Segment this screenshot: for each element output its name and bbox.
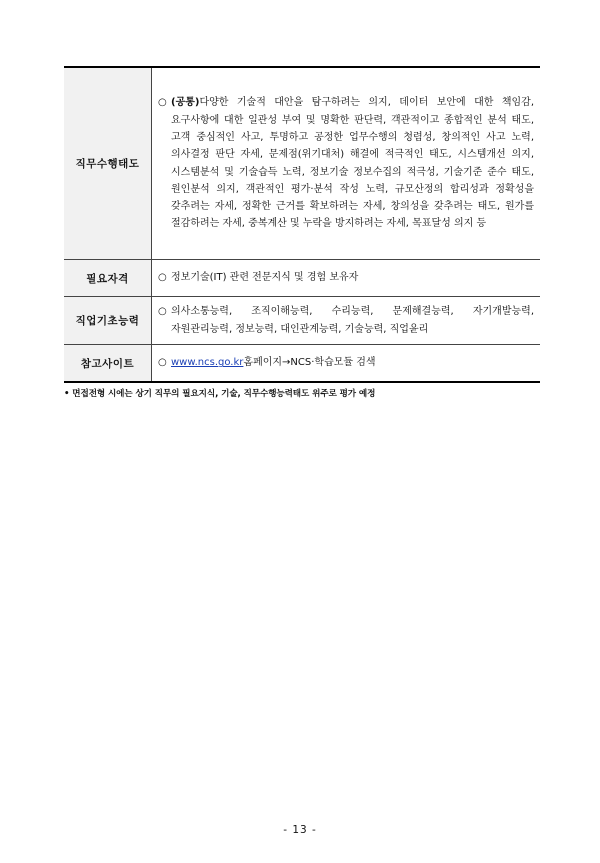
bullet-item (158, 303, 534, 338)
row-label-basic-competency: 직업기초능력 (64, 297, 152, 345)
page-content (64, 66, 540, 399)
attitude-description: 다양한 기술적 대안을 탐구하려는 의지, 데이터 보안에 대한 책임감, 요구사항에 대한 일관성 부여 및 명확한 판단력, 객관적이고 종합적인 분석 태도, 고객 중심적인 사고, 투명하고 공정한 업무수행의 청렴성, 창의적인 사고 노력, 의사결정 판단 자세, 문제점(위기대처) 해결에 적극적인 태도, 시스템개선 의지, 시스템분석 및 기술습득 노력, 정보기술 정보수집의 적극성, 기술기준 준수 태도, 원인분석 의지, 객관적인 평가·분석 작성 노력, 규모산정의 합리성과 정확성을 갖추려는 자세, 정확한 근거를 확보하려는 자세, 창의성을 갖추려는 태도, 원가를 절감하려는 자세, 중복계산 및 누락을 방지하려는 자세, 목표달성 의지 등 (171, 97, 534, 230)
row-label-reference-site: 참고사이트 (64, 345, 152, 383)
job-requirements-table (64, 66, 540, 383)
row-content-attitude (152, 67, 541, 260)
table-row-attitude (64, 67, 540, 260)
circle-bullet-icon: ○ (158, 357, 167, 369)
table-row-basic-competency (64, 297, 540, 345)
row-content-basic-competency (152, 297, 541, 345)
reference-site-text: 홈페이지→NCS·학습모듈 검색 (243, 357, 376, 369)
row-content-qualification (152, 260, 541, 297)
evaluation-footnote: • 면접전형 시에는 상기 직무의 필요지식, 기술, 직무수행능력태도 위주로 평가 예정 (64, 389, 376, 399)
bullet-text (171, 94, 534, 232)
bullet-item (158, 94, 534, 232)
page-number: - 13 - (283, 824, 317, 836)
circle-bullet-icon: ○ (158, 306, 167, 318)
table-row-qualification (64, 260, 540, 297)
bullet-item (158, 269, 534, 286)
ncs-site-link[interactable]: www.ncs.go.kr (171, 357, 244, 369)
circle-bullet-icon: ○ (158, 97, 167, 109)
row-content-reference-site (152, 345, 541, 383)
bullet-item (158, 354, 534, 371)
qualification-text: 정보기술(IT) 관련 전문지식 및 경험 보유자 (171, 272, 359, 284)
row-label-qualification: 필요자격 (64, 260, 152, 297)
common-prefix: (공통) (171, 97, 200, 109)
table-row-reference-site (64, 345, 540, 383)
basic-competency-text: 의사소통능력, 조직이해능력, 수리능력, 문제해결능력, 자기개발능력, 자원관리능력, 정보능력, 대인관계능력, 기술능력, 직업윤리 (171, 306, 534, 335)
circle-bullet-icon: ○ (158, 272, 167, 284)
row-label-attitude: 직무수행태도 (64, 67, 152, 260)
